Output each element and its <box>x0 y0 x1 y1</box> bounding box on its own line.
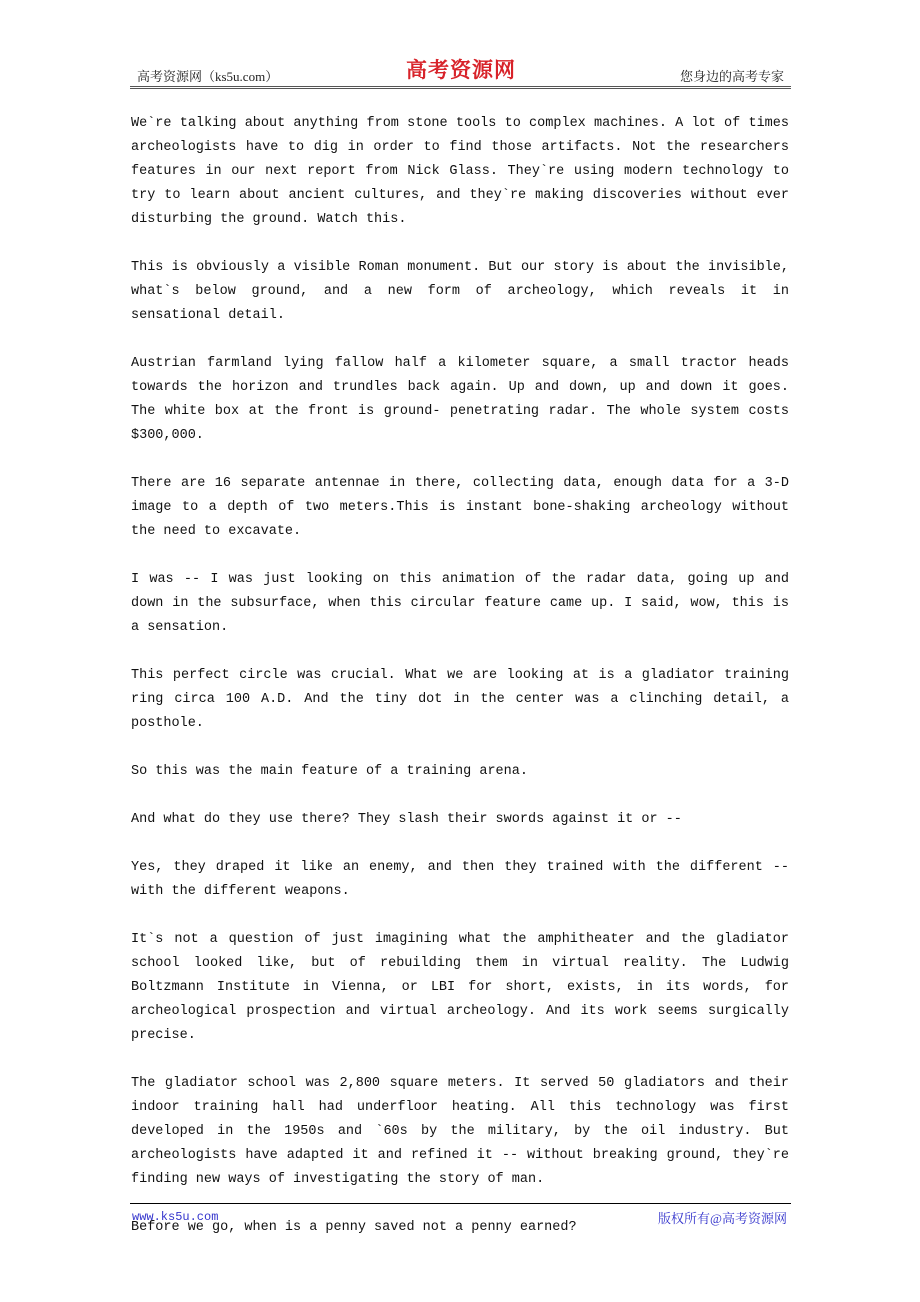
paragraph: This is obviously a visible Roman monument. But our story is about the invisible, what`s below ground, and a new form of archeology, which reveals it in sensational detail. <box>131 260 789 323</box>
paragraph: It`s not a question of just imagining what the amphitheater and the gladiator school looked like, but of rebuilding them in virtual reality. The Ludwig Boltzmann Institute in Vienna, or LBI for short, exists, in its words, for archeological prospection and virtual archeology. And its work seems surgically precise. <box>131 932 789 1043</box>
page-footer <box>130 1203 791 1226</box>
paragraph: So this was the main feature of a training arena. <box>131 764 528 779</box>
paragraph: The gladiator school was 2,800 square meters. It served 50 gladiators and their indoor training hall had underfloor heating. All this technology was first developed in the 1950s and `60s by the military, by the oil industry. But archeologists have adapted it and refined it -- without breaking ground, they`re finding new ways of investigating the story of man. <box>131 1076 789 1187</box>
header-logo: 高考资源网 <box>406 57 516 82</box>
document-body <box>131 112 789 1264</box>
footer-link[interactable]: www.ks5u.com <box>132 1210 219 1224</box>
paragraph: There are 16 separate antennae in there, collecting data, enough data for a 3-D image to a depth of two meters.This is instant bone-shaking archeology without the need to excavate. <box>131 476 789 539</box>
paragraph: We`re talking about anything from stone tools to complex machines. A lot of times archeologists have to dig in order to find those artifacts. Not the researchers features in our next report from Nick Glass. They`re using modern technology to try to learn about ancient cultures, and they`re making discoveries without ever disturbing the ground. Watch this. <box>131 116 789 227</box>
paragraph: Yes, they draped it like an enemy, and then they trained with the different -- with the different weapons. <box>131 860 789 899</box>
page-header <box>130 56 791 89</box>
paragraph: Austrian farmland lying fallow half a kilometer square, a small tractor heads towards the horizon and trundles back again. Up and down, up and down it goes. The white box at the front is ground- penetrating radar. The whole system costs $300,000. <box>131 356 789 443</box>
paragraph: I was -- I was just looking on this animation of the radar data, going up and down in the subsurface, when this circular feature came up. I said, wow, this is a sensation. <box>131 572 789 635</box>
paragraph: And what do they use there? They slash their swords against it or -- <box>131 812 682 827</box>
paragraph: Before we go, when is a penny saved not a penny earned? <box>131 1220 577 1235</box>
header-slogan: 您身边的高考专家 <box>679 69 784 84</box>
header-site-name: 高考资源网（ks5u.com） <box>137 69 279 84</box>
paragraph: This perfect circle was crucial. What we are looking at is a gladiator training ring circa 100 A.D. And the tiny dot in the center was a clinching detail, a posthole. <box>131 668 789 731</box>
footer-copyright: 版权所有@高考资源网 <box>658 1211 787 1226</box>
